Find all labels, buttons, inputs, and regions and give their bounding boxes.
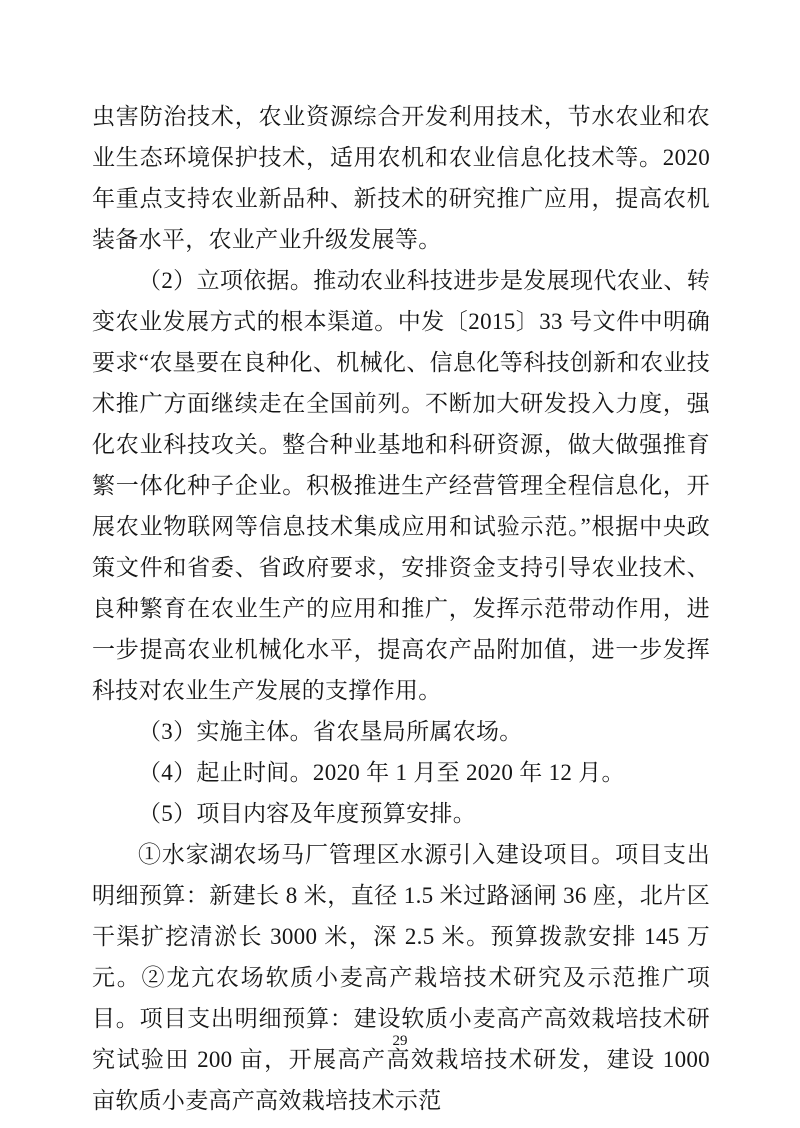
document-body	[92, 96, 710, 1121]
paragraph-project-details: ①水家湖农场马厂管理区水源引入建设项目。项目支出明细预算：新建长 8 米，直径 1.5 米过路涵闸 36 座，北片区干渠扩挖清淤长 3000 米，深 2.5 米。预算拨款安排 145 万元。②龙亢农场软质小麦高产栽培技术研究及示范推广项目。项目支出明细预算：建设软质小麦高产高效栽培技术研究试验田 200 亩，开展高产高效栽培技术研发，建设 1000 亩软质小麦高产高效栽培技术示范	[92, 842, 710, 1113]
paragraph-implementing-entity: （3）实施主体。省农垦局所属农场。	[138, 719, 523, 744]
paragraph-tech-overview-continuation: 虫害防治技术，农业资源综合开发利用技术，节水农业和农业生态环境保护技术，适用农机和农业信息化技术等。2020 年重点支持农业新品种、新技术的研究推广应用，提高农机装备水平，农业产业升级发展等。	[92, 104, 710, 252]
paragraph-project-basis: （2）立项依据。推动农业科技进步是发展现代农业、转变农业发展方式的根本渠道。中发〔2015〕33 号文件中明确要求“农垦要在良种化、机械化、信息化等科技创新和农业技术推广方面继续走在全国前列。不断加大研发投入力度，强化农业科技攻关。整合种业基地和科研资源，做大做强推育繁一体化种子企业。积极推进生产经营管理全程信息化，开展农业物联网等信息技术集成应用和试验示范。”根据中央政策文件和省委、省政府要求，安排资金支持引导农业技术、良种繁育在农业生产的应用和推广，发挥示范带动作用，进一步提高农业机械化水平，提高农产品附加值，进一步发挥科技对农业生产发展的支撑作用。	[92, 268, 710, 703]
paragraph-content-budget-heading: （5）项目内容及年度预算安排。	[138, 801, 476, 826]
paragraph-time-span: （4）起止时间。2020 年 1 月至 2020 年 12 月。	[138, 760, 625, 785]
page-number: 29	[392, 1033, 408, 1049]
